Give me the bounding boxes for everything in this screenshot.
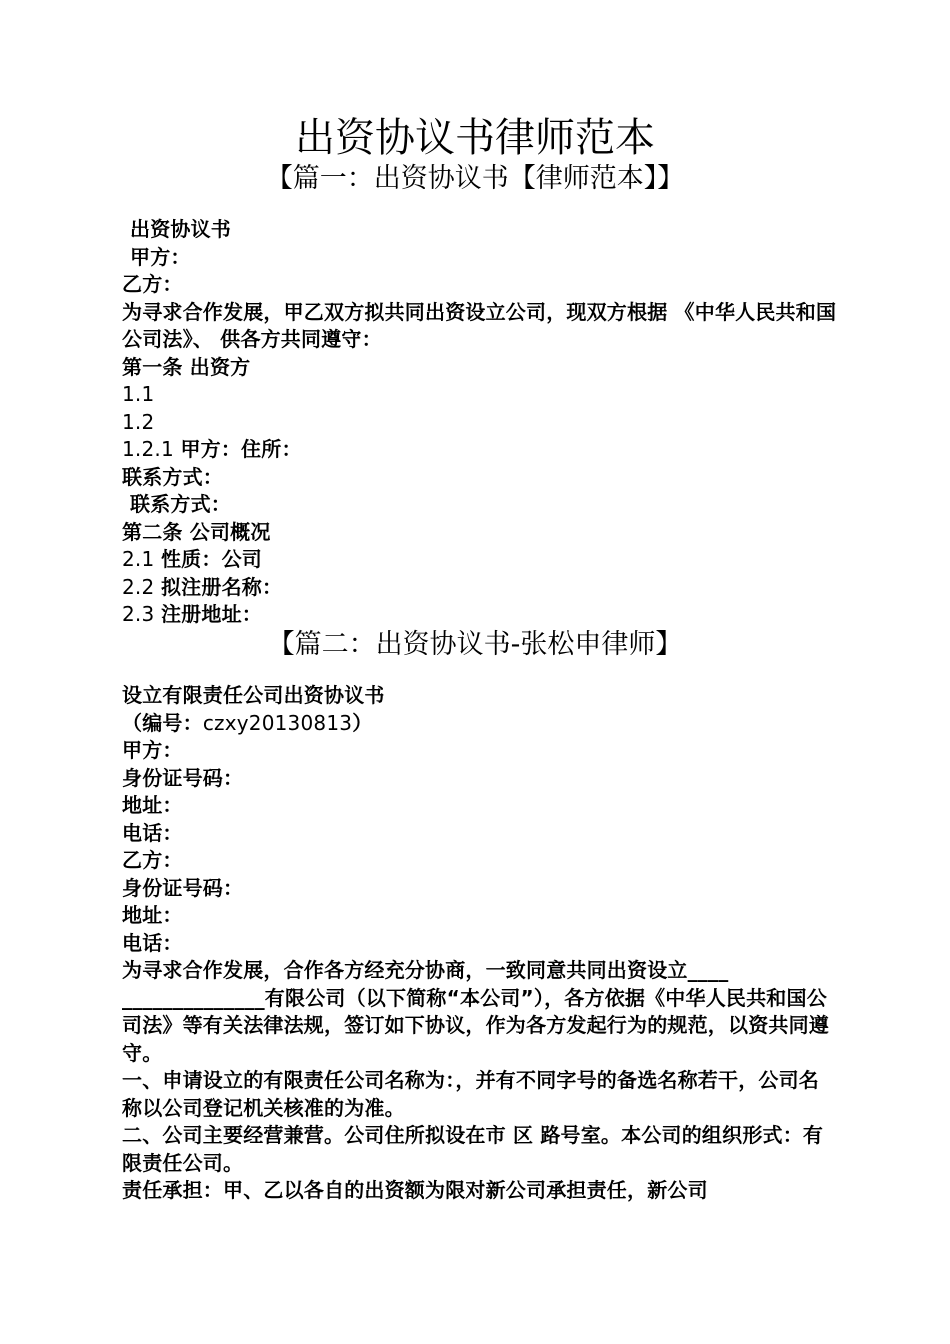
s1-line-article2: 第二条 公司概况 <box>122 519 271 544</box>
s2-number-value: czxy20130813 <box>202 710 353 735</box>
section2-heading: 【篇二：出资协议书-张松申律师】 <box>267 629 683 660</box>
s1-line-1-2: 1.2 <box>122 409 155 434</box>
s2-paragraph-clause1: 一、申请设立的有限责任公司名称为：，并有不同字号的备选名称若干，公司名称以公司登记机关核准的为准。 <box>122 1068 819 1120</box>
document-title: 出资协议书律师范本 <box>295 115 655 161</box>
s2-line-address-a: 地址： <box>122 793 183 817</box>
s2-line-party-a: 甲方： <box>122 738 183 762</box>
s1-line-1-2-1 <box>116 436 838 464</box>
s2-line-party-b: 乙方： <box>122 848 183 872</box>
s1-line-2-2 <box>116 574 838 602</box>
section1-body <box>116 216 838 629</box>
s1-line-1-1: 1.1 <box>122 382 155 406</box>
s1-line-2-3-num: 2.3 <box>122 602 161 626</box>
s2-line-id-b: 身份证号码： <box>122 875 244 900</box>
s1-line-article1: 第一条 出资方 <box>122 354 251 379</box>
s1-line-1-2-1-text: 甲方：住所： <box>180 437 302 461</box>
s2-number-open: （编号： <box>122 710 203 735</box>
s1-line-1-2-1-num: 1.2.1 <box>122 437 181 461</box>
s2-paragraph-clause2: 二、公司主要经营兼营。公司住所拟设在市 区 路号室。本公司的组织形式：有限责任公司。 <box>122 1123 824 1175</box>
s2-line-title: 设立有限责任公司出资协议书 <box>122 683 385 707</box>
s1-line-contact-2: 联系方式： <box>130 492 231 516</box>
s1-line-preamble: 为寻求合作发展，甲乙双方拟共同出资设立公司，现双方根据 《中华人民共和国公司法》、 供各方共同遵守： <box>122 299 837 351</box>
s1-line-2-3 <box>116 601 838 629</box>
s1-line-2-1-text: 性质：公司 <box>160 547 262 571</box>
section2-body <box>116 682 838 1205</box>
s1-line-party-b: 乙方： <box>122 272 183 296</box>
s1-line-party-a: 甲方： <box>130 244 191 269</box>
section1-heading: 【篇一：出资协议书【律师范本】】 <box>265 163 685 194</box>
s1-line-contact-1: 联系方式： <box>122 464 223 489</box>
s1-line-2-2-num: 2.2 <box>122 574 161 599</box>
s2-line-number <box>116 710 838 738</box>
s1-line-2-3-text: 注册地址： <box>160 602 262 626</box>
s2-line-phone-b: 电话： <box>122 930 183 955</box>
s2-line-address-b: 地址： <box>122 903 183 927</box>
s1-line-2-1 <box>116 546 838 574</box>
s1-line-2-2-text: 拟注册名称： <box>160 574 283 599</box>
s2-paragraph-liability: 责任承担：甲、乙以各自的出资额为限对新公司承担责任，新公司 <box>122 1178 708 1202</box>
s2-line-phone-a: 电话： <box>122 820 183 845</box>
s1-line-2-1-num: 2.1 <box>122 547 161 571</box>
s2-paragraph-preamble: 为寻求合作发展，合作各方经充分协商，一致同意共同出资设立____ ______________有限公司（以下简称“本公司”），各方依据《中华人民共和国公司法》等有关法律法规，签订如下协议，作为各方发起行为的规范，以资共同遵守。 <box>122 958 829 1065</box>
s1-line-title: 出资协议书 <box>130 217 231 241</box>
s2-number-close: ） <box>352 710 373 735</box>
s2-line-id-a: 身份证号码： <box>122 765 244 790</box>
